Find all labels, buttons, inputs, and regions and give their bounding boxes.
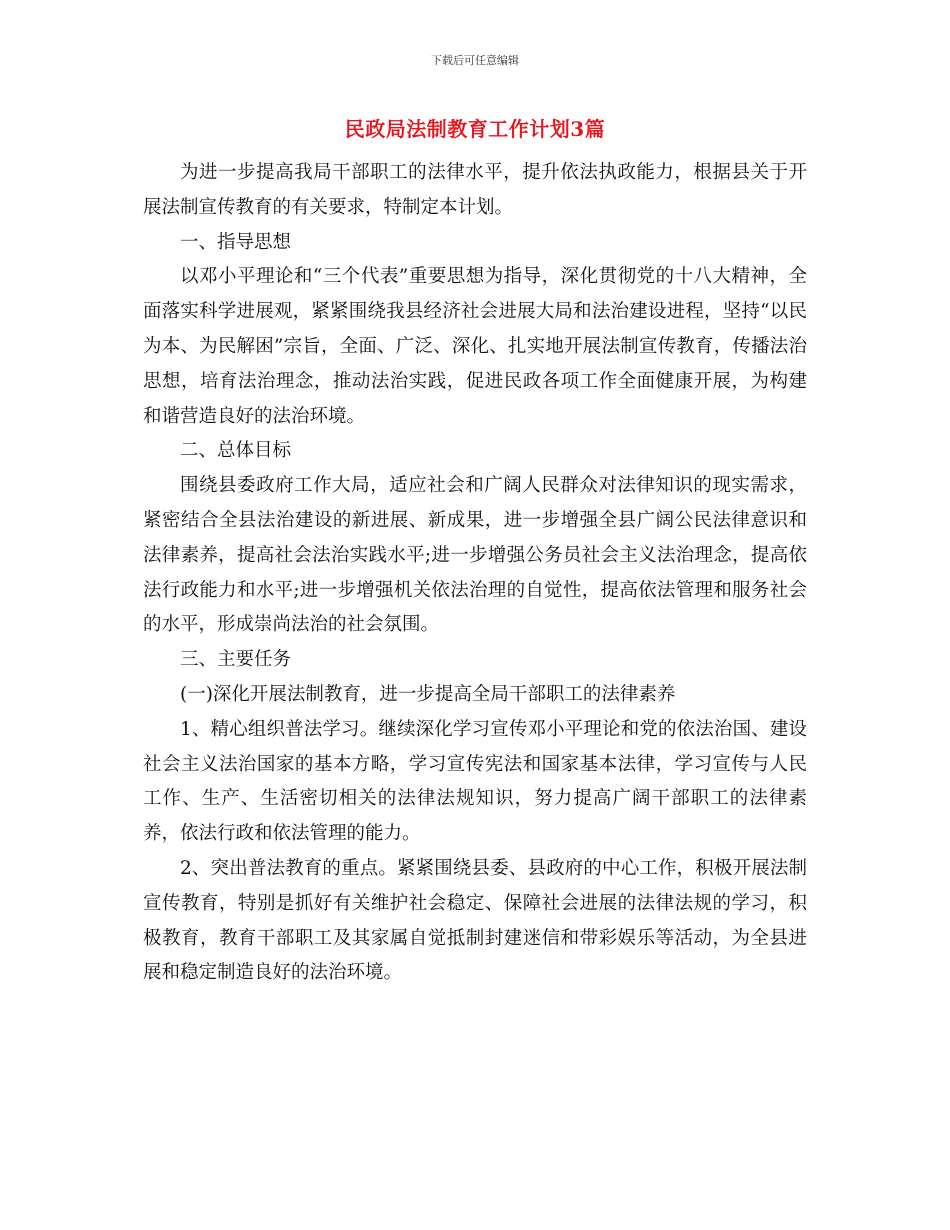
paragraph-guiding-thought: 以邓小平理论和“三个代表”重要思想为指导，深化贯彻党的十八大精神，全面落实科学进展观，紧紧围绕我县经济社会进展大局和法治建设进程，坚持“以民为本、为民解困”宗旨，全面、广泛、深化、扎实地开展法制宣传教育，传播法治思想，培育法治理念，推动法治实践，促进民政各项工作全面健康开展，为构建和谐营造良好的法治环境。	[143, 266, 807, 427]
paragraph-task-2: 2、突出普法教育的重点。紧紧围绕县委、县政府的中心工作，积极开展法制宣传教育，特别是抓好有关维护社会稳定、保障社会进展的法律法规的学习，积极教育，教育干部职工及其家属自觉抵制封建迷信和带彩娱乐等活动，为全县进展和稳定制造良好的法治环境。	[143, 857, 807, 984]
paragraph-overall-goal: 围绕县委政府工作大局，适应社会和广阔人民群众对法律知识的现实需求，紧密结合全县法治建设的新进展、新成果，进一步增强全县广阔公民法律意识和法律素养，提高社会法治实践水平;进一步增强公务员社会主义法治理念，提高依法行政能力和水平;进一步增强机关依法治理的自觉性，提高依法管理和服务社会的水平，形成崇尚法治的社会氛围。	[143, 475, 807, 636]
section-heading-guiding-thought: 一、指导思想	[180, 231, 292, 253]
document-title: 民政局法制教育工作计划3篇	[344, 117, 606, 141]
section-heading-overall-goal: 二、总体目标	[180, 440, 292, 462]
header-note: 下载后可任意编辑	[431, 54, 519, 67]
paragraph-task-1: 1、精心组织普法学习。继续深化学习宣传邓小平理论和党的依法治国、建设社会主义法治国家的基本方略，学习宣传宪法和国家基本法律，学习宣传与人民工作、生产、生活密切相关的法律法规知识，努力提高广阔干部职工的法律素养，依法行政和依法管理的能力。	[143, 718, 807, 845]
section-heading-main-tasks: 三、主要任务	[180, 649, 292, 671]
paragraph-intro: 为进一步提高我局干部职工的法律水平，提升依法执政能力，根据县关于开展法制宣传教育的有关要求，特制定本计划。	[143, 162, 807, 218]
subsection-heading-legal-education: (一)深化开展法制教育，进一步提高全局干部职工的法律素养	[180, 683, 676, 705]
document-body	[143, 156, 807, 991]
